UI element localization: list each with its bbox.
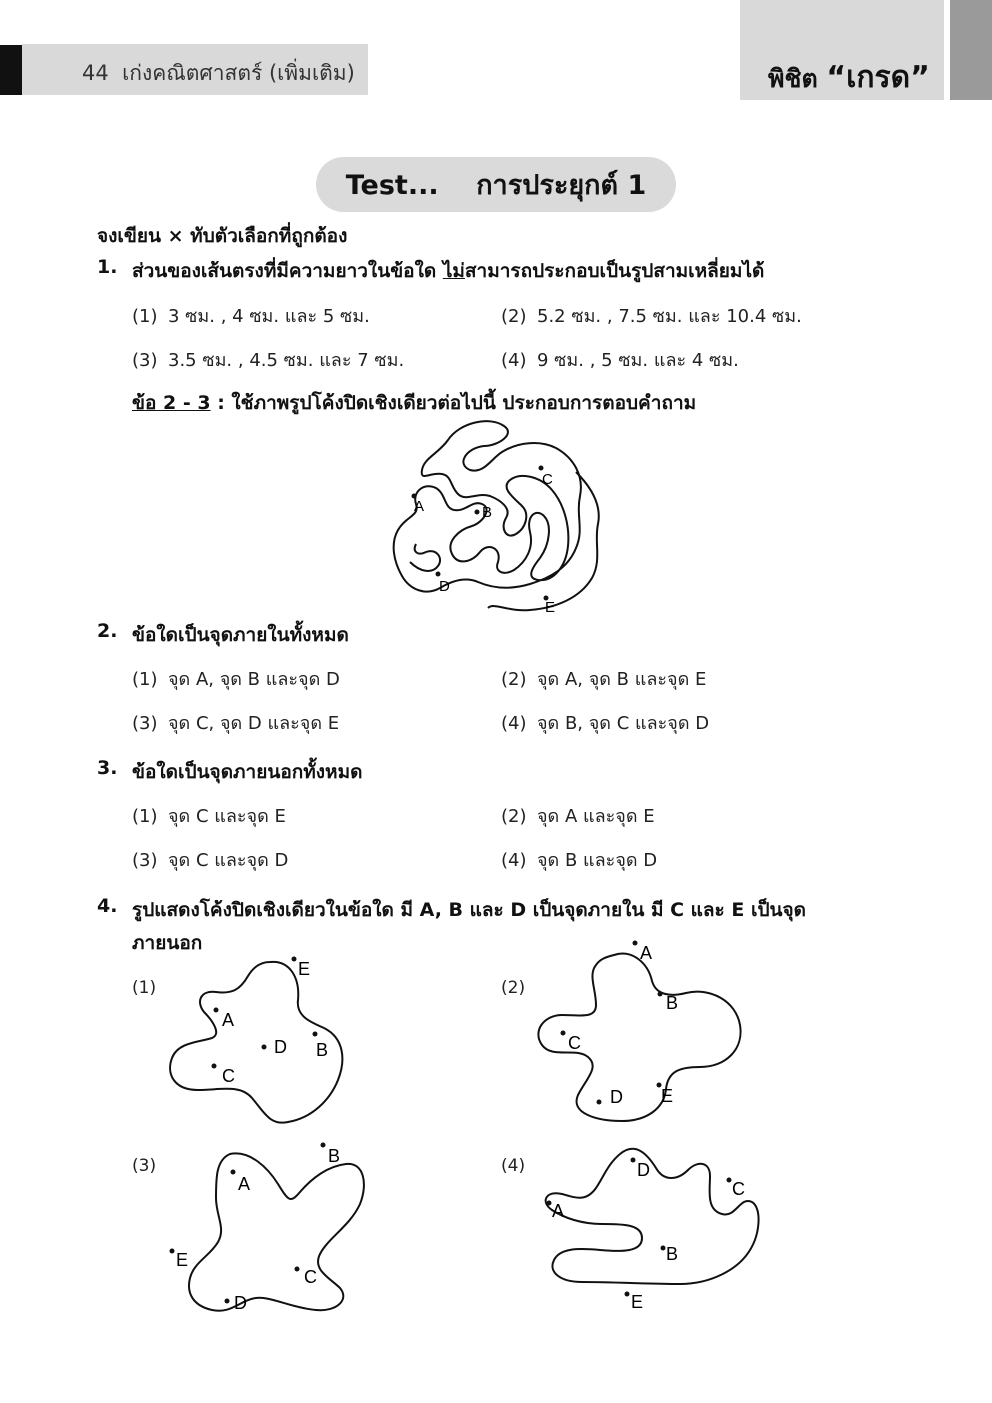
q1-option-4[interactable]: (4) 9 ซม. , 5 ซม. และ 4 ซม. xyxy=(501,350,739,371)
q4-3-label-b: B xyxy=(328,1146,341,1166)
q3-option-4[interactable]: (4) จุด B และจุด D xyxy=(501,850,658,871)
q4-option-4-number[interactable]: (4) xyxy=(501,1156,526,1176)
main-point-c xyxy=(539,466,544,471)
q4-3-label-a: A xyxy=(238,1174,251,1194)
q2-text: ข้อใดเป็นจุดภายในทั้งหมด xyxy=(132,624,349,646)
q4-1-label-a: A xyxy=(222,1010,235,1030)
q4-text-line1: รูปแสดงโค้งปิดเชิงเดียวในข้อใด มี A, B และ D เป็นจุดภายใน มี C และ E เป็นจุด xyxy=(132,899,806,921)
q4-2-label-e: E xyxy=(661,1086,674,1106)
q4-figure-3-curve xyxy=(189,1153,364,1310)
q2-option-1[interactable]: (1) จุด A, จุด B และจุด D xyxy=(132,669,340,690)
q4-2-label-d: D xyxy=(610,1087,623,1107)
test-title: Test... การประยุกต์ 1 xyxy=(316,157,676,212)
brand-prefix: พิชิต xyxy=(768,64,818,93)
q3-option-2[interactable]: (2) จุด A และจุด E xyxy=(501,806,655,827)
brand-strip xyxy=(950,0,992,100)
q4-2-label-b: B xyxy=(666,993,679,1013)
q2-option-4[interactable]: (4) จุด B, จุด C และจุด D xyxy=(501,713,710,734)
q2-option-3[interactable]: (3) จุด C, จุด D และจุด E xyxy=(132,713,340,734)
main-closed-curve-figure xyxy=(380,412,620,622)
brand-word: เกรด xyxy=(846,60,911,95)
q3-text: ข้อใดเป็นจุดภายนอกทั้งหมด xyxy=(132,761,363,783)
q4-2-label-a: A xyxy=(640,943,653,963)
note-q2-q3: ข้อ 2 - 3 : ใช้ภาพรูปโค้งปิดเชิงเดียวต่อไปนี้ ประกอบการตอบคำถาม xyxy=(132,392,697,414)
q4-4-label-a: A xyxy=(552,1201,565,1221)
q1-underlined-word: ไม่ xyxy=(442,260,465,282)
q4-figure-1[interactable] xyxy=(160,950,360,1135)
book-title: เก่งคณิตศาสตร์ (เพิ่มเติม) xyxy=(122,61,355,85)
q1-option-3[interactable]: (3) 3.5 ซม. , 4.5 ซม. และ 7 ซม. xyxy=(132,350,405,371)
q4-1-label-c: C xyxy=(222,1066,235,1086)
q3-option-3[interactable]: (3) จุด C และจุด D xyxy=(132,850,289,871)
brand-logo xyxy=(768,54,930,101)
instruction: จงเขียน × ทับตัวเลือกที่ถูกต้อง xyxy=(97,225,348,247)
main-label-d: D xyxy=(439,578,450,595)
q4-option-1-number[interactable]: (1) xyxy=(132,978,157,998)
q4-figure-3[interactable] xyxy=(160,1138,375,1318)
q1-text: ส่วนของเส้นตรงที่มีความยาวในข้อใด ไม่สามารถประกอบเป็นรูปสามเหลี่ยมได้ xyxy=(132,260,765,282)
header-black-tab xyxy=(0,45,22,95)
q4-3-label-e: E xyxy=(176,1250,189,1270)
q4-option-2-number[interactable]: (2) xyxy=(501,978,526,998)
q4-figure-4-curve xyxy=(546,1149,759,1284)
q2-number: 2. xyxy=(97,620,118,642)
q1-option-1[interactable]: (1) 3 ซม. , 4 ซม. และ 5 ซม. xyxy=(132,306,370,327)
q4-1-label-d: D xyxy=(274,1037,287,1057)
q4-4-label-b: B xyxy=(666,1244,679,1264)
q4-4-label-d: D xyxy=(637,1160,650,1180)
q3-option-1[interactable]: (1) จุด C และจุด E xyxy=(132,806,286,827)
q4-4-label-e: E xyxy=(631,1292,644,1312)
q4-number: 4. xyxy=(97,895,118,917)
main-point-b xyxy=(475,510,480,515)
q2-option-2[interactable]: (2) จุด A, จุด B และจุด E xyxy=(501,669,707,690)
q4-1-label-e: E xyxy=(298,959,311,979)
q4-option-3-number[interactable]: (3) xyxy=(132,1156,157,1176)
q4-figure-2[interactable] xyxy=(530,935,755,1130)
page-number: 44 xyxy=(82,61,109,85)
q1-number: 1. xyxy=(97,256,118,278)
q3-number: 3. xyxy=(97,757,118,779)
q4-1-label-b: B xyxy=(316,1040,329,1060)
q4-2-label-c: C xyxy=(568,1033,581,1053)
running-header xyxy=(82,57,355,90)
main-point-d xyxy=(436,572,441,577)
main-label-a: A xyxy=(414,498,425,515)
q4-4-label-c: C xyxy=(732,1179,745,1199)
main-label-c: C xyxy=(542,471,553,488)
q4-figure-4[interactable] xyxy=(530,1138,770,1313)
q4-text-line2: ภายนอก xyxy=(132,932,203,954)
main-label-b: B xyxy=(482,504,493,521)
main-label-e: E xyxy=(545,599,556,616)
q4-3-label-c: C xyxy=(304,1267,317,1287)
q4-3-label-d: D xyxy=(234,1293,247,1313)
brand-open-quote: “ xyxy=(826,60,847,95)
q1-option-2[interactable]: (2) 5.2 ซม. , 7.5 ซม. และ 10.4 ซม. xyxy=(501,306,802,327)
brand-close-quote: ” xyxy=(910,60,930,95)
